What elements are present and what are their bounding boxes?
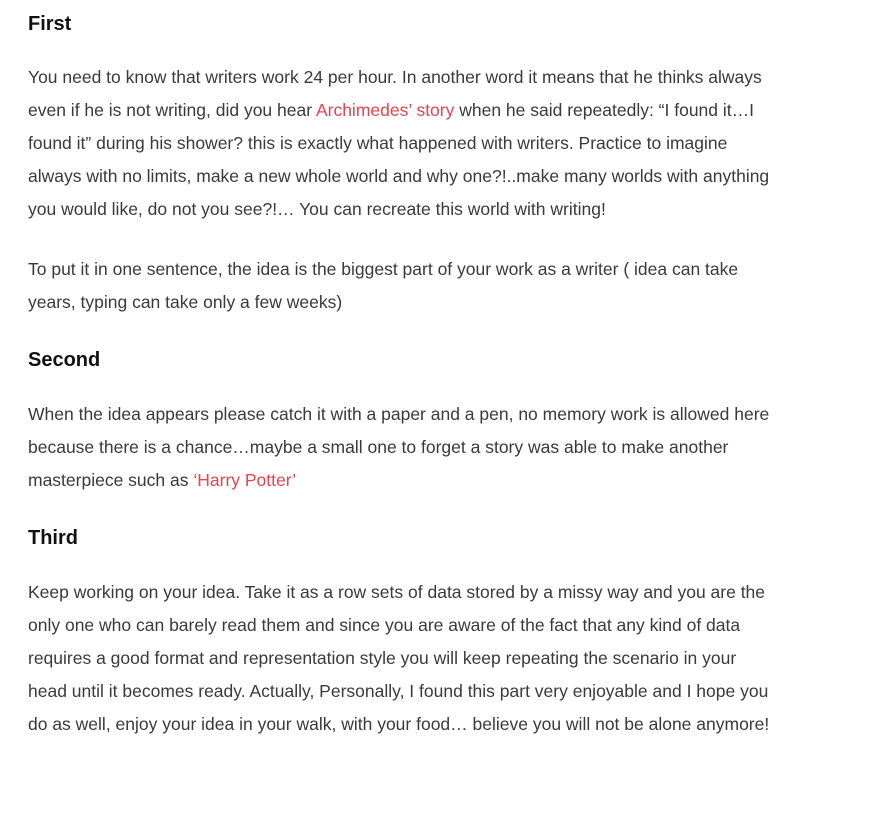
archimedes-story-link[interactable]: Archimedes’ story bbox=[315, 100, 455, 120]
section-heading-third: Third bbox=[28, 527, 78, 549]
paragraph-third: Keep working on your idea. Take it as a row sets of data stored by a missy way and you are the only one who can barely read them and since you are aware of the fact that any kind of data requires a good format and representation style you will keep repeating the scenario in your head until it becomes ready. Actually, Personally, I found this part very enjoyable and I hope you do as well, enjoy your idea in your walk, with your food… believe you will not be alone anymore! bbox=[28, 582, 770, 734]
section-heading-first: First bbox=[28, 13, 72, 35]
paragraph-second bbox=[28, 398, 773, 497]
section-heading-second: Second bbox=[28, 349, 101, 371]
harry-potter-link[interactable]: ‘Harry Potter’ bbox=[193, 470, 297, 490]
paragraph-text: when he said repeatedly: “I found it…I found it” during his shower? this is exactly what happened with writers. Practice to imagine always with no limits, make a new whole world and why one?!..make many worlds with anything you would like, do not you see?!… You can recreate this world with writing! bbox=[28, 100, 770, 219]
paragraph-text: You need to know that writers work 24 per hour. In another word it means that he thinks always even if he is not writing, did you hear bbox=[28, 67, 762, 120]
paragraph-text: When the idea appears please catch it with a paper and a pen, no memory work is allowed here because there is a chance…maybe a small one to forget a story was able to make another masterpiece such as bbox=[28, 404, 770, 490]
paragraph-first-summary: To put it in one sentence, the idea is the biggest part of your work as a writer ( idea can take years, typing can take only a few weeks) bbox=[28, 259, 739, 312]
paragraph-first-intro bbox=[28, 61, 773, 226]
